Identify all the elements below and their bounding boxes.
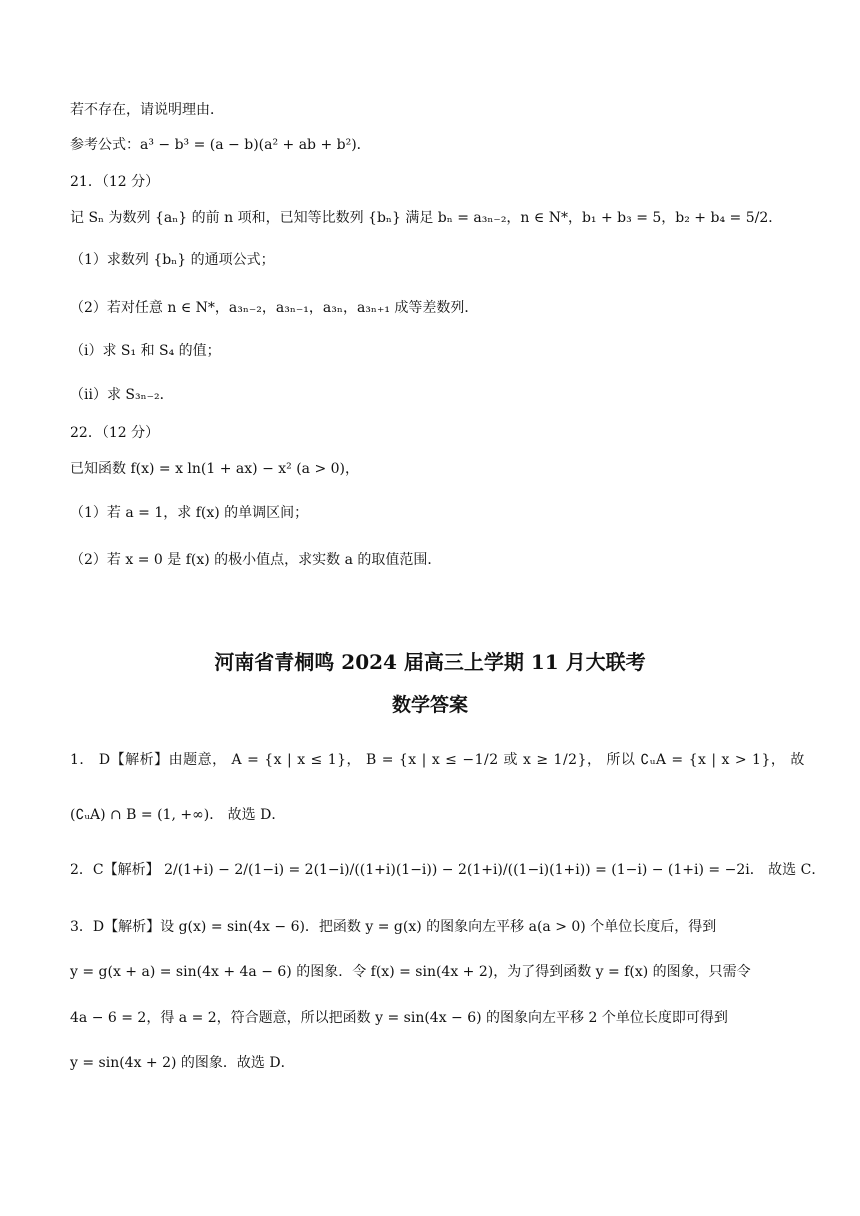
answer-2: 2．C【解析】 2/(1+i) − 2/(1−i) = 2(1−i)/((1+i)(1−i)) − 2(1+i)/((1−i)(1+i)) = (1−i) − (1+i) = −2i． 故选 C． (70, 862, 826, 878)
answers-title: 河南省青桐鸣 2024 届高三上学期 11 月大联考 (214, 650, 646, 674)
question-22-part-1: （1）若 a = 1，求 f(x) 的单调区间； (70, 505, 309, 521)
text-line: 若不存在，请说明理由． (70, 102, 224, 118)
answers-subtitle: 数学答案 (391, 694, 468, 716)
question-22-header: 22．（12 分） (70, 425, 160, 441)
question-21-part-2-i: （ⅰ）求 S₁ 和 S₄ 的值； (70, 343, 221, 359)
question-21-part-2: （2）若对任意 n ∈ N*，a₃ₙ₋₂，a₃ₙ₋₁，a₃ₙ，a₃ₙ₊₁ 成等差数列． (70, 300, 479, 316)
question-21-part-1: （1）求数列 {bₙ} 的通项公式； (70, 252, 275, 268)
answer-3-line-4: y = sin(4x + 2) 的图象．故选 D． (70, 1055, 295, 1071)
question-21-header: 21．（12 分） (70, 174, 160, 190)
answer-1-line-2: (∁ᵤA) ∩ B = (1, +∞)． 故选 D． (70, 807, 286, 823)
answer-3-line-1: 3．D【解析】设 g(x) = sin(4x − 6)．把函数 y = g(x) 的图象向左平移 a(a > 0) 个单位长度后，得到 (70, 919, 717, 935)
answer-1-line-1: 1． D【解析】由题意， A = {x | x ≤ 1}， B = {x | x ≤ −1/2 或 x ≥ 1/2}， 所以 ∁ᵤA = {x | x > 1}， 故 (70, 752, 805, 768)
question-21-stem: 记 Sₙ 为数列 {aₙ} 的前 n 项和，已知等比数列 {bₙ} 满足 bₙ = a₃ₙ₋₂，n ∈ N*，b₁ + b₃ = 5，b₂ + b₄ = 5/2． (70, 210, 783, 226)
question-22-part-2: （2）若 x = 0 是 f(x) 的极小值点，求实数 a 的取值范围． (70, 552, 442, 568)
question-22-stem: 已知函数 f(x) = x ln(1 + ax) − x² (a > 0)， (70, 461, 360, 477)
question-21-part-2-ii: （ⅱ）求 S₃ₙ₋₂． (70, 387, 174, 403)
answer-3-line-2: y = g(x + a) = sin(4x + 4a − 6) 的图象．令 f(x) = sin(4x + 2)，为了得到函数 y = f(x) 的图象，只需令 (70, 964, 751, 980)
formula-line: 参考公式：a³ − b³ = (a − b)(a² + ab + b²)． (70, 137, 371, 153)
answer-3-line-3: 4a − 6 = 2，得 a = 2，符合题意，所以把函数 y = sin(4x − 6) 的图象向左平移 2 个单位长度即可得到 (70, 1010, 728, 1026)
